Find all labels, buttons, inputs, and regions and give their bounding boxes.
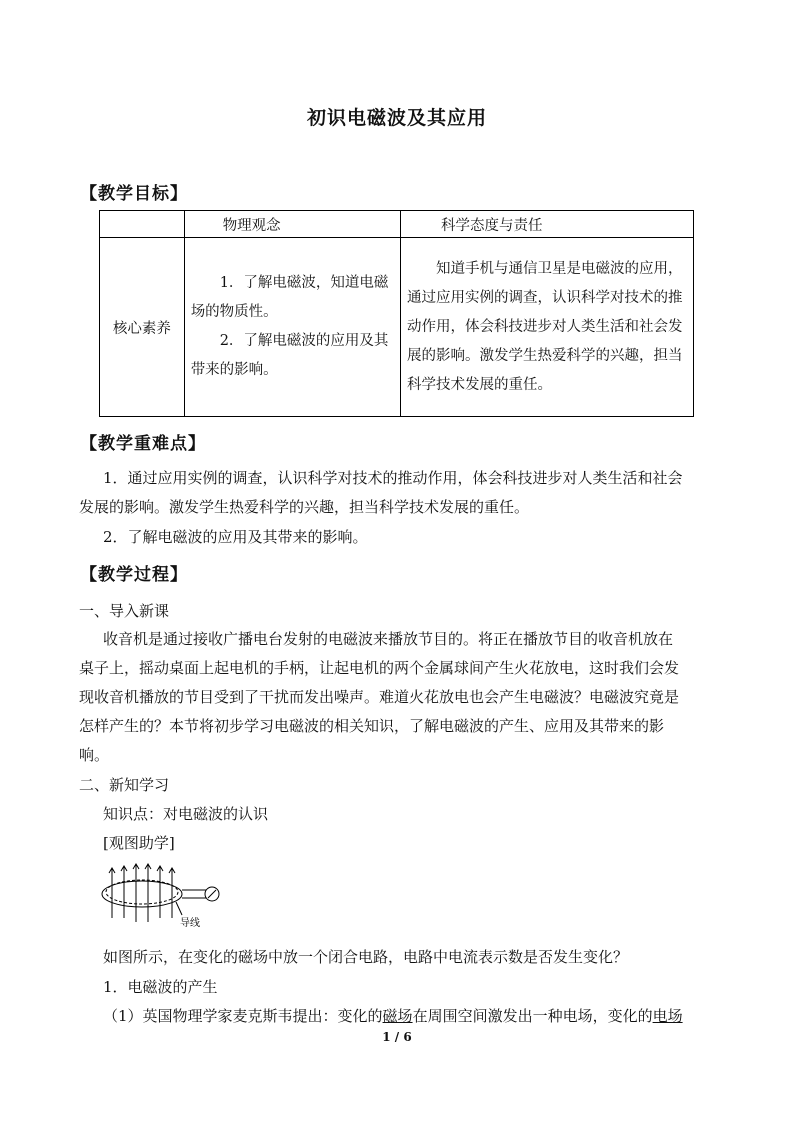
knowledge-point: 知识点：对电磁波的认识: [103, 805, 269, 823]
part2-heading: 二、新知学习: [79, 776, 170, 794]
closed-circuit-loop: [102, 881, 182, 907]
section-heading-key-points: 【教学重难点】: [80, 434, 206, 454]
part1-heading: 一、导入新课: [79, 602, 170, 620]
physics-item-2: 2．了解电磁波的应用及其带来的影响。: [190, 333, 389, 378]
table-body-row: [100, 238, 694, 417]
section-heading-process: 【教学过程】: [80, 565, 188, 585]
key-point-1-line-1: 1．通过应用实例的调查，认识科学对技术的推动作用，体会科技进步对人类生活和社会: [103, 469, 683, 487]
table-row-label: 核心素养: [100, 238, 185, 417]
table-header-attitude-label: 科学态度与责任: [441, 217, 543, 234]
document-title: 初识电磁波及其应用: [306, 107, 487, 129]
intro-line-2: 桌子上，摇动桌面上起电机的手柄，让起电机的两个金属球间产生火花放电，这时我们会发: [79, 659, 680, 677]
circuit-figure: [98, 860, 228, 938]
page-number: 1 / 6: [382, 1030, 412, 1044]
intro-line-3: 现收音机播放的节目受到了干扰而发出噪声。难道火花放电也会产生电磁波？电磁波究竟是: [79, 688, 680, 706]
section-heading-goals: 【教学目标】: [80, 184, 188, 204]
figure-label: 导线: [180, 918, 200, 929]
attitude-text: 知道手机与通信卫星是电磁波的应用，通过应用实例的调查，认识科学对技术的推动作用，体会科技进步对人类生活和社会发展的影响。激发学生热爱科学的兴趣，担当科学技术发展的重任。: [407, 260, 683, 393]
field-line-arrows: [109, 864, 175, 922]
physics-item-1: 1．了解电磁波，知道电磁场的物质性。: [190, 275, 389, 320]
goals-table: [99, 210, 694, 417]
attitude-cell: [401, 238, 694, 417]
table-header-physics-label: 物理观念: [222, 217, 281, 234]
question: 如图所示，在变化的磁场中放一个闭合电路，电路中电流表示数是否发生变化？: [103, 948, 629, 966]
wire-pointer-line: [176, 902, 182, 915]
table-header-empty: [100, 211, 185, 238]
table-header-attitude: [401, 211, 694, 238]
table-header-physics: [184, 211, 400, 238]
key-point-2: 2．了解电磁波的应用及其带来的影响。: [103, 528, 368, 546]
key-point-1-line-2: 发展的影响。激发学生热爱科学的兴趣，担当科学技术发展的重任。: [79, 498, 530, 516]
observe-label: [观图助学]: [103, 834, 175, 852]
intro-line-4: 怎样产生的？本节将初步学习电磁波的相关知识，了解电磁波的产生、应用及其带来的影: [79, 717, 665, 735]
maxwell-prefix: （1）英国物理学家麦克斯韦提出：变化的: [103, 1007, 383, 1025]
ammeter-needle: [208, 890, 216, 898]
table-header-row: [100, 211, 694, 238]
maxwell-line: [103, 1006, 683, 1026]
physics-cell: [184, 238, 400, 417]
sub-heading-production: 1．电磁波的产生: [103, 978, 218, 996]
intro-line-1: 收音机是通过接收广播电台发射的电磁波来播放节目的。将正在播放节目的收音机放在: [103, 630, 674, 648]
maxwell-mid: 在周围空间激发出一种电场，变化的: [412, 1007, 653, 1025]
maxwell-underline-2: 电场: [652, 1007, 683, 1025]
maxwell-underline-1: 磁场: [382, 1007, 413, 1025]
intro-line-5: 响。: [79, 746, 110, 764]
